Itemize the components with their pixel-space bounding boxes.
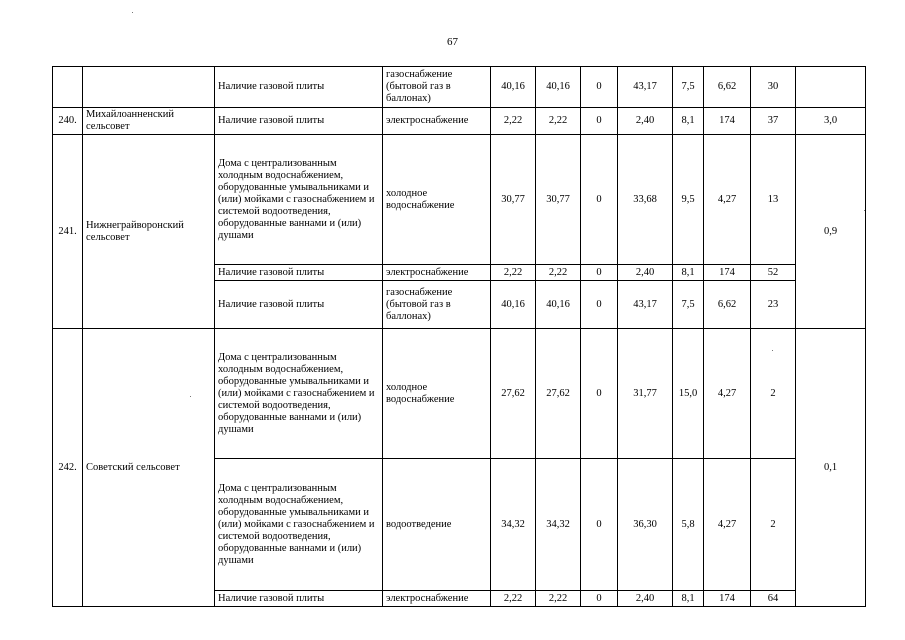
value-cell: 34,32 [491,459,536,591]
value-cell: 2,40 [618,108,673,135]
value-cell: 30,77 [491,135,536,265]
value-cell: 64 [751,591,796,607]
value-cell: 0 [581,329,618,459]
value-cell: 31,77 [618,329,673,459]
value-cell: 15,0 [673,329,704,459]
value-cell: 2,22 [491,591,536,607]
value-cell: 13 [751,135,796,265]
value-cell: 8,1 [673,265,704,281]
page-number: 67 [447,36,458,48]
service-cell: электроснабжение [383,265,491,281]
scan-speck [132,12,133,13]
value-cell: 0 [581,108,618,135]
value-cell: 174 [704,265,751,281]
housing-type-cell: Наличие газовой плиты [215,108,383,135]
housing-type-cell: Дома с централизованным холодным водоснабжением, оборудованные умывальниками и (или) мойками с газоснабжением и системой водоотведения, оборудованные ваннами и (или) душами [215,459,383,591]
row-number-cell: 240. [53,108,83,135]
value-cell: 40,16 [536,67,581,108]
value-cell: 0 [581,591,618,607]
table-row [53,135,866,265]
housing-type-cell: Наличие газовой плиты [215,67,383,108]
value-cell: 4,27 [704,329,751,459]
value-cell: 4,27 [704,459,751,591]
settlement-cell [83,67,215,108]
service-cell: газоснабжение (бытовой газ в баллонах) [383,67,491,108]
value-cell: 2,22 [491,108,536,135]
service-cell: газоснабжение (бытовой газ в баллонах) [383,281,491,329]
value-cell: 27,62 [491,329,536,459]
housing-type-cell: Дома с централизованным холодным водоснабжением, оборудованные умывальниками и (или) мойками с газоснабжением и системой водоотведения, оборудованные ваннами и (или) душами [215,329,383,459]
housing-type-cell: Наличие газовой плиты [215,281,383,329]
value-cell: 174 [704,591,751,607]
table-row [53,67,866,108]
row-number-cell: 242. [53,329,83,607]
value-cell: 30 [751,67,796,108]
value-cell: 0 [581,459,618,591]
value-cell: 30,77 [536,135,581,265]
value-cell: 3,0 [796,108,866,135]
value-cell: 6,62 [704,67,751,108]
value-cell: 5,8 [673,459,704,591]
value-cell: 2,22 [536,108,581,135]
value-cell: 37 [751,108,796,135]
value-cell: 43,17 [618,67,673,108]
service-cell: электроснабжение [383,108,491,135]
value-cell: 0 [581,67,618,108]
value-cell: 2,22 [536,265,581,281]
row-number-cell: 241. [53,135,83,329]
value-cell: 27,62 [536,329,581,459]
value-cell [796,67,866,108]
housing-type-cell: Наличие газовой плиты [215,591,383,607]
value-cell: 8,1 [673,591,704,607]
settlement-cell: Нижнеграйворонский сельсовет [83,135,215,329]
value-cell: 2 [751,459,796,591]
value-cell: 43,17 [618,281,673,329]
value-cell: 2,22 [536,591,581,607]
value-cell: 9,5 [673,135,704,265]
value-cell: 7,5 [673,67,704,108]
settlement-cell: Михайлоанненский сельсовет [83,108,215,135]
value-cell: 23 [751,281,796,329]
service-cell: электроснабжение [383,591,491,607]
table-row [53,329,866,459]
value-cell: 34,32 [536,459,581,591]
value-cell: 40,16 [491,67,536,108]
value-cell: 40,16 [491,281,536,329]
value-cell: 2 [751,329,796,459]
value-cell: 8,1 [673,108,704,135]
housing-type-cell: Наличие газовой плиты [215,265,383,281]
value-cell: 0 [581,281,618,329]
value-cell: 2,40 [618,265,673,281]
value-cell: 6,62 [704,281,751,329]
value-cell: 2,22 [491,265,536,281]
housing-type-cell: Дома с централизованным холодным водоснабжением, оборудованные умывальниками и (или) мойками с газоснабжением и системой водоотведения, оборудованные ваннами и (или) душами [215,135,383,265]
service-cell: холодное водоснабжение [383,135,491,265]
value-cell: 4,27 [704,135,751,265]
tariff-table [52,66,866,607]
table-row [53,108,866,135]
value-cell: 0,1 [796,329,866,607]
value-cell: 0,9 [796,135,866,329]
value-cell: 33,68 [618,135,673,265]
service-cell: холодное водоснабжение [383,329,491,459]
service-cell: водоотведение [383,459,491,591]
value-cell: 2,40 [618,591,673,607]
value-cell: 52 [751,265,796,281]
value-cell: 174 [704,108,751,135]
settlement-cell: Советский сельсовет [83,329,215,607]
value-cell: 0 [581,135,618,265]
value-cell: 40,16 [536,281,581,329]
value-cell: 7,5 [673,281,704,329]
row-number-cell [53,67,83,108]
value-cell: 0 [581,265,618,281]
value-cell: 36,30 [618,459,673,591]
